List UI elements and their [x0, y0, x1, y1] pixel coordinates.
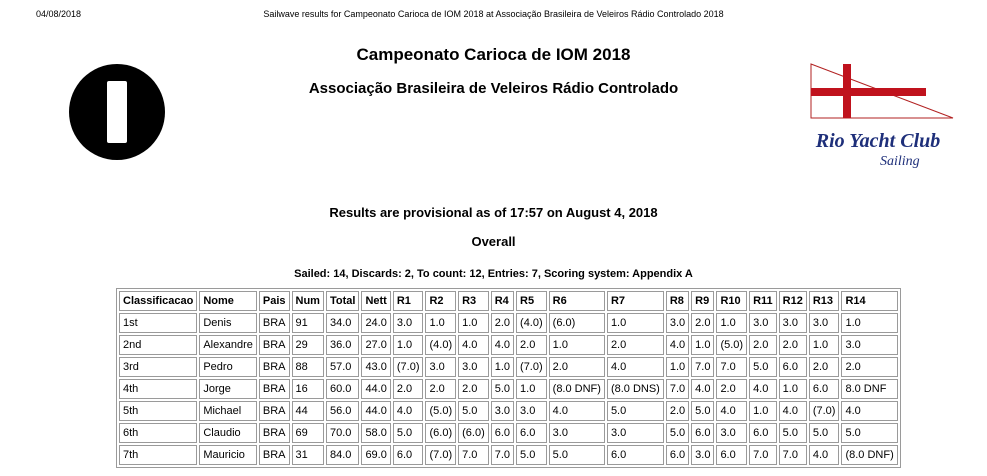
table-cell: 5.0 [809, 423, 840, 443]
print-date: 04/08/2018 [36, 9, 82, 19]
table-cell: 1.0 [458, 313, 489, 333]
table-cell: Pedro [199, 357, 257, 377]
table-cell: 2.0 [607, 335, 664, 355]
table-cell: 6.0 [666, 445, 689, 465]
table-cell: 5th [119, 401, 197, 421]
table-cell: 56.0 [326, 401, 359, 421]
table-cell: 69 [292, 423, 324, 443]
column-header: R2 [425, 291, 456, 311]
table-cell: 3.0 [809, 313, 840, 333]
table-cell: 7.0 [779, 445, 807, 465]
table-cell: (7.0) [809, 401, 840, 421]
table-row [119, 423, 898, 443]
table-cell: 5.0 [779, 423, 807, 443]
table-cell: 44.0 [361, 379, 390, 399]
table-cell: (4.0) [516, 313, 547, 333]
column-header: R5 [516, 291, 547, 311]
table-cell: 6.0 [393, 445, 424, 465]
table-cell: Michael [199, 401, 257, 421]
table-cell: 4.0 [716, 401, 747, 421]
table-cell: 1.0 [841, 313, 897, 333]
table-cell: 57.0 [326, 357, 359, 377]
column-header: R9 [691, 291, 714, 311]
table-cell: 36.0 [326, 335, 359, 355]
table-cell: 4.0 [666, 335, 689, 355]
table-cell: 5.0 [607, 401, 664, 421]
table-cell: 3.0 [393, 313, 424, 333]
results-table [116, 288, 901, 468]
table-cell: 69.0 [361, 445, 390, 465]
table-cell: 2.0 [749, 335, 777, 355]
table-cell: 2.0 [809, 357, 840, 377]
table-cell: 4.0 [549, 401, 605, 421]
table-cell: 3.0 [691, 445, 714, 465]
table-cell: 3.0 [425, 357, 456, 377]
table-cell: 6.0 [716, 445, 747, 465]
table-cell: 5.0 [691, 401, 714, 421]
table-cell: Alexandre [199, 335, 257, 355]
table-cell: 7.0 [666, 379, 689, 399]
table-cell: 2.0 [491, 313, 514, 333]
table-cell: 2.0 [393, 379, 424, 399]
table-cell: (8.0 DNF) [549, 379, 605, 399]
table-cell: 6.0 [691, 423, 714, 443]
table-cell: 2.0 [779, 335, 807, 355]
table-cell: 2.0 [666, 401, 689, 421]
table-cell: 5.0 [393, 423, 424, 443]
table-cell: (7.0) [393, 357, 424, 377]
column-header: R11 [749, 291, 777, 311]
table-cell: 4.0 [809, 445, 840, 465]
table-cell: 6th [119, 423, 197, 443]
table-cell: 1.0 [393, 335, 424, 355]
table-cell: (5.0) [716, 335, 747, 355]
table-cell: 27.0 [361, 335, 390, 355]
table-cell: 44.0 [361, 401, 390, 421]
table-cell: (7.0) [425, 445, 456, 465]
table-cell: 6.0 [607, 445, 664, 465]
table-cell: 60.0 [326, 379, 359, 399]
column-header: Pais [259, 291, 290, 311]
table-cell: 4.0 [749, 379, 777, 399]
table-header-row [119, 291, 898, 311]
column-header: R13 [809, 291, 840, 311]
table-cell: 91 [292, 313, 324, 333]
table-cell: 1.0 [809, 335, 840, 355]
table-cell: 5.0 [491, 379, 514, 399]
table-cell: 7.0 [691, 357, 714, 377]
event-title: Campeonato Carioca de IOM 2018 [356, 45, 631, 64]
table-cell: 43.0 [361, 357, 390, 377]
table-row [119, 401, 898, 421]
column-header: R10 [716, 291, 747, 311]
table-cell: BRA [259, 313, 290, 333]
table-cell: 2nd [119, 335, 197, 355]
table-cell: BRA [259, 357, 290, 377]
table-cell: Denis [199, 313, 257, 333]
column-header: R8 [666, 291, 689, 311]
table-cell: (7.0) [516, 357, 547, 377]
table-cell: 3.0 [841, 335, 897, 355]
table-cell: 7th [119, 445, 197, 465]
table-cell: 2.0 [458, 379, 489, 399]
table-cell: 84.0 [326, 445, 359, 465]
table-cell: 1.0 [607, 313, 664, 333]
page-header-bar [0, 9, 987, 23]
table-row [119, 313, 898, 333]
provisional-notice: Results are provisional as of 17:57 on August 4, 2018 [329, 205, 658, 220]
table-cell: 1.0 [666, 357, 689, 377]
table-cell: 3.0 [749, 313, 777, 333]
table-cell: 31 [292, 445, 324, 465]
table-cell: 3.0 [666, 313, 689, 333]
table-cell: 44 [292, 401, 324, 421]
table-cell: 5.0 [516, 445, 547, 465]
table-cell: (8.0 DNS) [607, 379, 664, 399]
table-cell: (6.0) [425, 423, 456, 443]
table-cell: 1st [119, 313, 197, 333]
table-cell: 4.0 [607, 357, 664, 377]
table-cell: 3.0 [779, 313, 807, 333]
table-cell: BRA [259, 445, 290, 465]
table-cell: 1.0 [491, 357, 514, 377]
table-cell: 6.0 [516, 423, 547, 443]
table-cell: 1.0 [691, 335, 714, 355]
table-cell: 58.0 [361, 423, 390, 443]
table-cell: 5.0 [666, 423, 689, 443]
table-cell: 4.0 [393, 401, 424, 421]
column-header: Nome [199, 291, 257, 311]
rio-yacht-club-flag-icon [793, 60, 963, 180]
table-cell: 24.0 [361, 313, 390, 333]
table-row [119, 335, 898, 355]
table-cell: 6.0 [749, 423, 777, 443]
table-row [119, 445, 898, 465]
table-cell: 4th [119, 379, 197, 399]
table-cell: 3.0 [458, 357, 489, 377]
column-header: R1 [393, 291, 424, 311]
table-cell: (8.0 DNF) [841, 445, 897, 465]
column-header: Total [326, 291, 359, 311]
table-cell: 2.0 [716, 379, 747, 399]
table-cell: 70.0 [326, 423, 359, 443]
column-header: Num [292, 291, 324, 311]
table-cell: 5.0 [458, 401, 489, 421]
table-cell: 4.0 [491, 335, 514, 355]
table-cell: 5.0 [549, 445, 605, 465]
table-cell: BRA [259, 401, 290, 421]
table-cell: 1.0 [779, 379, 807, 399]
table-cell: Jorge [199, 379, 257, 399]
table-cell: 3rd [119, 357, 197, 377]
table-cell: 1.0 [516, 379, 547, 399]
table-cell: 2.0 [549, 357, 605, 377]
column-header: R7 [607, 291, 664, 311]
table-cell: 1.0 [549, 335, 605, 355]
table-cell: 2.0 [516, 335, 547, 355]
table-cell: 1.0 [716, 313, 747, 333]
table-cell: 7.0 [458, 445, 489, 465]
table-cell: (5.0) [425, 401, 456, 421]
column-header: R4 [491, 291, 514, 311]
table-cell: 3.0 [549, 423, 605, 443]
club-name: Rio Yacht Club [815, 130, 941, 152]
table-cell: 3.0 [516, 401, 547, 421]
table-cell: 3.0 [716, 423, 747, 443]
column-header: R3 [458, 291, 489, 311]
table-cell: 7.0 [716, 357, 747, 377]
table-cell: 88 [292, 357, 324, 377]
table-cell: 3.0 [607, 423, 664, 443]
table-cell: 2.0 [691, 313, 714, 333]
table-cell: 6.0 [491, 423, 514, 443]
table-cell: (6.0) [458, 423, 489, 443]
scoring-summary: Sailed: 14, Discards: 2, To count: 12, Entries: 7, Scoring system: Appendix A [294, 268, 693, 280]
table-cell: 3.0 [491, 401, 514, 421]
table-cell: 2.0 [425, 379, 456, 399]
table-cell: 2.0 [841, 357, 897, 377]
table-cell: 16 [292, 379, 324, 399]
table-row [119, 379, 898, 399]
table-cell: 1.0 [749, 401, 777, 421]
table-cell: (4.0) [425, 335, 456, 355]
table-cell: 8.0 DNF [841, 379, 897, 399]
column-header: R6 [549, 291, 605, 311]
table-cell: 34.0 [326, 313, 359, 333]
table-cell: 7.0 [749, 445, 777, 465]
table-cell: Claudio [199, 423, 257, 443]
table-cell: 4.0 [779, 401, 807, 421]
column-header: Classificacao [119, 291, 197, 311]
club-subtitle: Sailing [880, 154, 920, 169]
table-cell: 5.0 [749, 357, 777, 377]
table-cell: 1.0 [425, 313, 456, 333]
section-title: Overall [471, 234, 516, 249]
table-cell: 4.0 [691, 379, 714, 399]
table-cell: (6.0) [549, 313, 605, 333]
table-cell: 6.0 [779, 357, 807, 377]
table-cell: 4.0 [458, 335, 489, 355]
page-header-text: Sailwave results for Campeonato Carioca de IOM 2018 at Associação Brasileira de Veleiros Rádio Controlado 2018 [263, 9, 724, 19]
table-cell: 7.0 [491, 445, 514, 465]
table-cell: 6.0 [809, 379, 840, 399]
column-header: R12 [779, 291, 807, 311]
table-row [119, 357, 898, 377]
table-cell: BRA [259, 423, 290, 443]
table-cell: BRA [259, 335, 290, 355]
table-cell: 29 [292, 335, 324, 355]
table-cell: Mauricio [199, 445, 257, 465]
table-cell: 5.0 [841, 423, 897, 443]
table-cell: 4.0 [841, 401, 897, 421]
event-venue: Associação Brasileira de Veleiros Rádio Controlado [308, 80, 679, 97]
class-insignia-logo-icon [69, 64, 165, 160]
column-header: R14 [841, 291, 897, 311]
table-cell: BRA [259, 379, 290, 399]
column-header: Nett [361, 291, 390, 311]
